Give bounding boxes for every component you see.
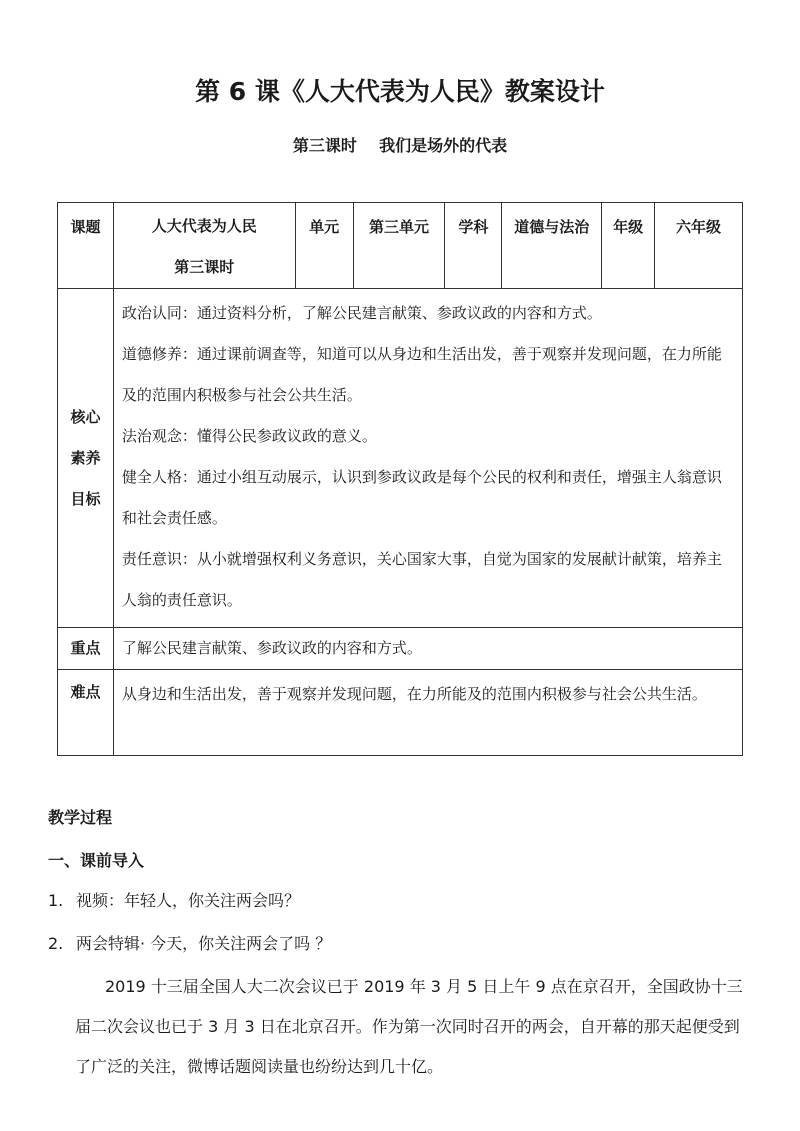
- list-item-text: 两会特辑· 今天，你关注两会了吗 ？: [76, 934, 332, 953]
- doc-subtitle: 第三课时 我们是场外的代表: [292, 136, 508, 155]
- list-item-number: 1.: [48, 891, 64, 910]
- topic-value-line2: 第三课时: [174, 258, 235, 276]
- subject-header: 学科: [445, 203, 502, 289]
- goals-label: [58, 289, 114, 628]
- unit-header: 单元: [295, 203, 353, 289]
- grade-value: 六年级: [655, 203, 743, 289]
- unit-value: 第三单元: [353, 203, 445, 289]
- table-row: [58, 628, 743, 670]
- list-item-text: 视频：年轻人，你关注两会吗？: [76, 891, 301, 910]
- table-row: [58, 670, 743, 756]
- goals-label-line: 素养: [70, 448, 101, 467]
- difficulty-text: 从身边和生活出发，善于观察并发现问题，在力所能及的范围内积极参与社会公共生活。: [113, 670, 742, 756]
- key-point-label: 重点: [58, 628, 114, 670]
- key-point-text: 了解公民建言献策、参政议政的内容和方式。: [113, 628, 742, 670]
- goal-item: 健全人格：通过小组互动展示，认识到参政议政是每个公民的权利和责任，增强主人翁意识和社会责任感。: [121, 468, 722, 527]
- goal-item: 责任意识：从小就增强权利义务意识，关心国家大事，自觉为国家的发展献计献策，培养主人翁的责任意识。: [121, 550, 722, 609]
- goal-item: 法治观念：懂得公民参政议政的意义。: [121, 427, 377, 445]
- intro-paragraph: 2019 十三届全国人大二次会议已于 2019 年 3 月 5 日上午 9 点在京召开，全国政协十三届二次会议也已于 3 月 3 日在北京召开。作为第一次同时召开的两会，自开幕的那天起便受到了广泛的关注，微博话题阅读量也纷纷达到几十亿。: [75, 977, 743, 1076]
- grade-header: 年级: [602, 203, 655, 289]
- goals-content: [113, 289, 742, 628]
- lesson-info-table: [57, 202, 743, 756]
- subject-value: 道德与法治: [502, 203, 602, 289]
- section-heading: 一、课前导入: [48, 851, 145, 870]
- topic-value-line1: 人大代表为人民: [151, 217, 257, 235]
- process-heading: 教学过程: [48, 808, 113, 827]
- list-item-number: 2.: [48, 934, 64, 953]
- doc-title: 第 6 课《人大代表为人民》教案设计: [195, 77, 605, 106]
- topic-value: [113, 203, 295, 289]
- difficulty-label: 难点: [58, 670, 114, 756]
- table-row: [58, 289, 743, 628]
- goal-item: 道德修养：通过课前调查等，知道可以从身边和生活出发，善于观察并发现问题，在力所能及的范围内积极参与社会公共生活。: [121, 345, 722, 404]
- list-item: [48, 888, 300, 911]
- table-row: [58, 203, 743, 289]
- goal-item: 政治认同：通过资料分析，了解公民建言献策、参政议政的内容和方式。: [121, 304, 602, 322]
- topic-header: 课题: [58, 203, 114, 289]
- goals-label-line: 目标: [70, 489, 101, 508]
- goals-label-line: 核心: [70, 407, 101, 426]
- list-item: [48, 931, 331, 954]
